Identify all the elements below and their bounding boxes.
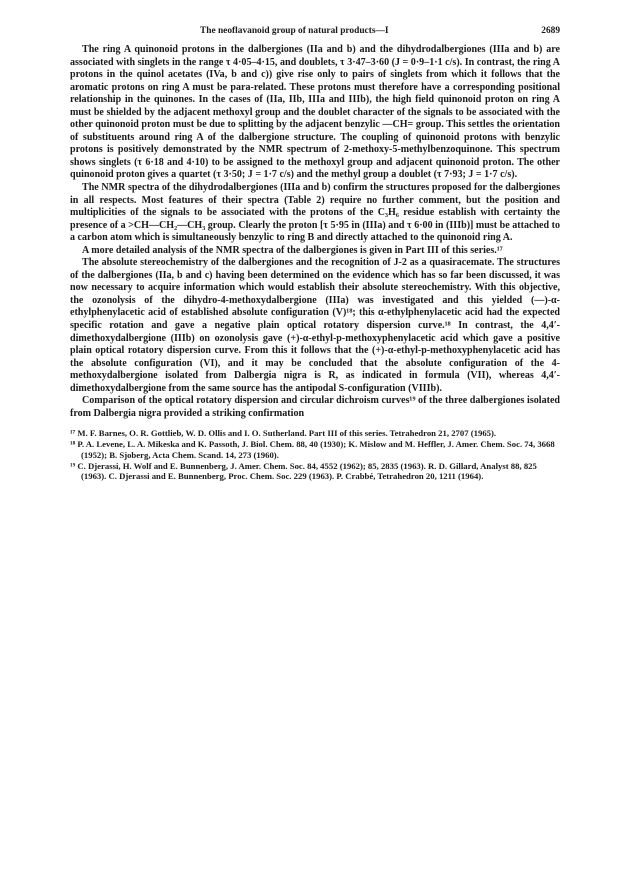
paragraph-2: The NMR spectra of the dihydrodalbergiones (IIIa and b) confirm the structures proposed for the dalbergiones in all respects. Most features of their spectra (Table 2) require no further comment, but the position and multiplicities of the signals to be associated with the protons of the C₃H₆ residue establish with certainty the presence of a >CH—CH₂—CH₃ group. Clearly the proton [τ 5·95 in (IIIa) and τ 6·00 in (IIIb)] must be attached to a carbon atom which is simultaneously benzylic to ring B and directly attached to the quinonoid ring A. — [70, 182, 560, 244]
body-text — [70, 44, 560, 420]
paragraph-3: A more detailed analysis of the NMR spectra of the dalbergiones is given in Part III of this series.¹⁷ — [82, 244, 503, 256]
running-title: The neoflavanoid group of natural products—I — [200, 26, 389, 36]
paragraph-5: Comparison of the optical rotatory dispersion and circular dichroism curves¹⁹ of the three dalbergiones isolated from Dalbergia nigra provided a striking confirmation — [70, 395, 560, 419]
footnote-18: ¹⁸ P. A. Levene, L. A. Mikeska and K. Passoth, J. Biol. Chem. 88, 40 (1930); K. Mislow and M. Heffler, J. Amer. Chem. Soc. 74, 3668 (1952); B. Sjoberg, Acta Chem. Scand. 14, 273 (1960). — [70, 439, 555, 460]
document-page — [70, 26, 560, 482]
paragraph-4: The absolute stereochemistry of the dalbergiones and the recognition of J-2 as a quasiracemate. The structures of the dalbergiones (IIa, b and c) having been determined on the evidence which has so far been discussed, it was now necessary to acquire information which would establish their absolute stereochemistry. With this objective, the ozonolysis of the dihydro-4-methoxydalbergione (IIIa) was investigated and this yielded (—)-α-ethylphenylacetic acid of established absolute configuration (V)¹⁸; this α-ethylphenylacetic acid had the expected specific rotation and gave a negative plain optical rotatory dispersion curve.¹⁸ In contrast, the 4,4′-dimethoxydalbergione (IIIb) on ozonolysis gave (+)-α-ethyl-p-methoxyphenylacetic acid which gave a positive plain optical rotatory dispersion curve. From this it follows that the (+)-α-ethyl-p-methoxyphenylacetic acid has the absolute configuration (VI), and it may be concluded that the absolute configuration of the 4-methoxydalbergione isolated from Dalbergia nigra is R, as indicated in formula (VII), whereas 4,4′-dimethoxydalbergione from the same source has the antipodal S-configuration (VIIIb). — [70, 257, 560, 394]
paragraph-1: The ring A quinonoid protons in the dalbergiones (IIa and b) and the dihydrodalbergiones (IIIa and b) are associated with singlets in the range τ 4·05–4·15, and doublets, τ 3·47–3·60 (J = 0·9–1·1 c/s). In contrast, the ring A protons in the quinol acetates (IVa, b and c)) give rise only to pairs of singlets from which it follows that the aromatic protons on ring A must be para-related. These protons must therefore have a corresponding positional relationship in the quinones. In the cases of (IIa, IIb, IIIa and IIIb), the high field quinonoid proton on ring A must be shielded by the adjacent methoxyl group and the doublet character of the signals to be associated with the other quinonoid proton must be due to splitting by the adjacent benzylic —CH= group. This settles the orientation of substituents around ring A of the dalbergione structure. The coupling of quinonoid protons with benzylic protons is positively demonstrated by the NMR spectrum of 2-methoxy-5-methylbenzoquinone. This spectrum shows singlets (τ 6·18 and 4·10) to be assigned to the methoxyl group and adjacent quinonoid proton. The other quinonoid proton gives a quartet (τ 3·50; J = 1·7 c/s) and the methyl group a doublet (τ 7·93; J = 1·7 c/s). — [70, 44, 560, 181]
running-head — [70, 26, 560, 36]
footnote-17: ¹⁷ M. F. Barnes, O. R. Gottlieb, W. D. Ollis and I. O. Sutherland. Part III of this series. Tetrahedron 21, 2707 (1965). — [70, 428, 497, 439]
footnotes — [70, 428, 560, 482]
page-number: 2689 — [541, 26, 560, 36]
footnote-19: ¹⁹ C. Djerassi, H. Wolf and E. Bunnenberg, J. Amer. Chem. Soc. 84, 4552 (1962); 85, 2835 (1963). R. D. Gillard, Analyst 88, 825 (1963). C. Djerassi and E. Bunnenberg, Proc. Chem. Soc. 229 (1963). P. Crabbé, Tetrahedron 20, 1211 (1964). — [70, 460, 537, 482]
